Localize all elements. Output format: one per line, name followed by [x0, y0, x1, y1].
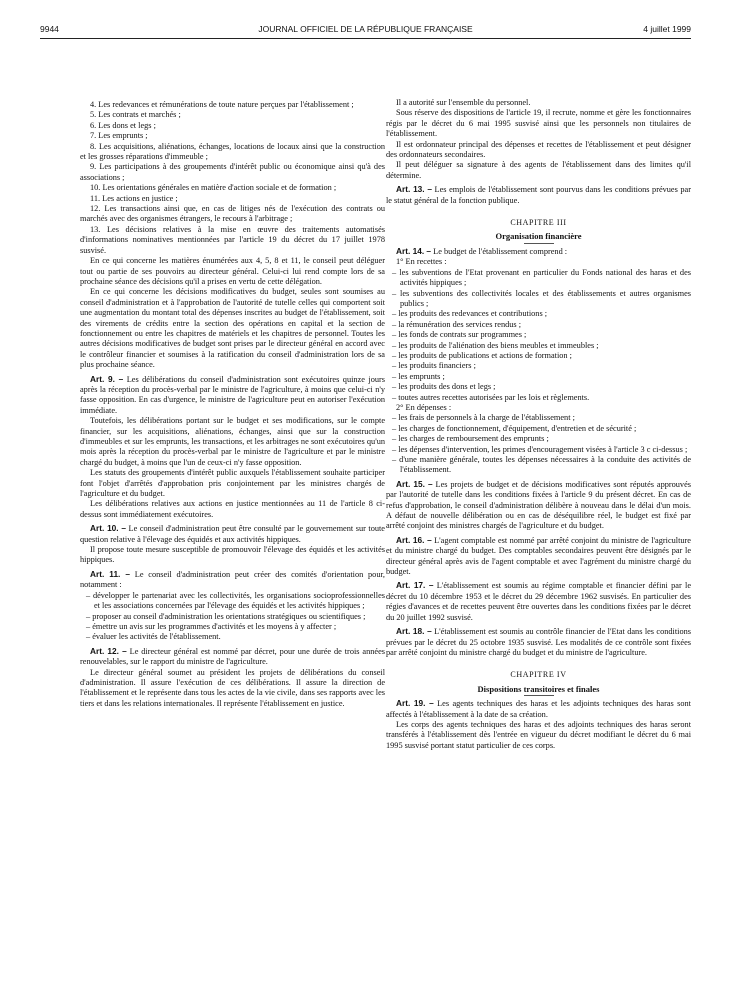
list-item: 11. Les actions en justice ;: [90, 193, 178, 203]
paragraph: En ce qui concerne les matières énumérées aux 4, 5, 8 et 11, le conseil peut déléguer tout ou partie de ses pouvoirs au directeur général. Celui-ci lui rend compte lors de sa prochaine séance des décisions qu'il a prises en vertu de cette délégation.: [80, 256, 385, 286]
paragraph: Il propose toute mesure susceptible de promouvoir l'élevage des équidés et les activités hippiques.: [80, 545, 385, 565]
list-item: 10. Les orientations générales en matière d'action sociale et de formation ;: [90, 183, 337, 193]
paragraph: Il peut déléguer sa signature à des agents de l'établissement dans des limites qu'il détermine.: [386, 160, 691, 180]
article-label: Art. 10. –: [90, 523, 126, 534]
paragraph: Il a autorité sur l'ensemble du personnel.: [396, 98, 531, 107]
paragraph: Sous réserve des dispositions de l'article 19, il recrute, nomme et gère les fonctionnaires régis par le décret du 6 mai 1995 susvisé ainsi que les personnels non titulaires de l'établissement.: [386, 108, 691, 139]
list-item: – toutes autres recettes autorisées par les lois et règlements.: [392, 392, 590, 402]
list-item: – émettre un avis sur les programmes d'activités et les moyens à y affecter ;: [86, 621, 337, 631]
list-heading: 2° En dépenses :: [396, 402, 452, 412]
article-text: L'établissement est soumis au régime comptable et financier défini par le décret du 10 décembre 1953 et le décret du 29 décembre 1962 susvisés. En particulier des régies d'avances et de recettes peuvent être ouvertes dans les conditions fixées par le décret du 20 juillet 1992 susvisé.: [386, 581, 691, 622]
paragraph: Les délibérations relatives aux actions en justice mentionnées au 11 de l'article 8 ci-dessus sont immédiatement exécutoires.: [80, 499, 385, 519]
article-text: Les délibérations du conseil d'administration sont exécutoires quinze jours après la réception du procès-verbal par le ministre de l'agriculture, à moins que celui-ci n'y fasse opposition. En cas d'urgence, le ministre de l'agriculture peut en autoriser l'exécution immédiate.: [80, 374, 385, 415]
article-9: [80, 374, 385, 417]
list-item: – les produits de l'aliénation des biens meubles et immeubles ;: [392, 340, 599, 350]
list-item: – d'une manière générale, toutes les dépenses nécessaires à la conduite des activités de l'établissement.: [392, 455, 691, 475]
paragraph: En ce qui concerne les décisions modificatives du budget, seules sont soumises au conseil d'administration et à l'approbation de l'autorité de tutelle celles qui comportent soit une augmentation du montant total des dépenses inscrites au budget de l'établissement, soit des virements de crédits entre la section des opérations en capital et la section de fonctionnement ou entre les chapitres de matériels et les chapitres de personnel. Toutes les autres décisions modificatives de budget sont prises par le directeur général en accord avec le contrôleur financier et soumises à la ratification du conseil d'administration lors de sa plus prochaine séance.: [80, 287, 385, 370]
list-item: 8. Les acquisitions, aliénations, échanges, locations de locaux ainsi que la construction et les grosses réparations d'immeuble ;: [80, 141, 385, 162]
list-item: – les subventions des collectivités locales et des établissements et autres organismes publics ;: [392, 288, 691, 308]
list-item: 6. Les dons et legs ;: [90, 120, 156, 130]
article-19: [386, 698, 691, 720]
article-label: Art. 13. –: [396, 184, 432, 195]
article-10: [80, 523, 385, 545]
article-label: Art. 11. –: [90, 568, 130, 579]
article-text: Les emplois de l'établissement sont pourvus dans les conditions prévues par le statut général de la fonction publique.: [386, 185, 691, 205]
article-text: Le directeur général est nommé par décret, pour une durée de trois années renouvelables, sur le rapport du ministre de l'agriculture.: [80, 646, 385, 667]
paragraph: Les statuts des groupements d'intérêt public auxquels l'établissement souhaite participer font l'objet d'arrêtés d'approbation pris conjointement par les ministres chargés de l'agriculture et du budget.: [80, 468, 385, 499]
list-item: – les produits financiers ;: [392, 361, 476, 371]
article-12: [80, 646, 385, 668]
right-column: [386, 98, 691, 751]
list-item: 4. Les redevances et rémunérations de toute nature perçues par l'établissement ;: [90, 100, 354, 109]
chapter-title: Dispositions transitoires et finales: [477, 683, 600, 694]
list-item: – les charges de fonctionnement, d'équipement, d'entretien et de sécurité ;: [392, 423, 637, 433]
list-item: – les subventions de l'Etat provenant en particulier du Fonds national des haras et des activités hippiques ;: [392, 267, 691, 288]
article-label: Art. 9. –: [90, 373, 124, 384]
list-item: – les produits des dons et legs ;: [392, 382, 496, 392]
list-item: – les frais de personnels à la charge de l'établissement ;: [392, 413, 575, 423]
chapter-rule: [524, 695, 554, 696]
chapter-rule: [524, 243, 554, 244]
article-label: Art. 17. –: [396, 580, 434, 591]
list-item: – les produits de publications et actions de formation ;: [392, 350, 572, 360]
list-item: 5. Les contrats et marchés ;: [90, 110, 181, 120]
list-item: 7. Les emprunts ;: [90, 131, 148, 141]
article-text: Les projets de budget et de décisions modificatives sont réputés approuvés par l'autorité de tutelle dans les conditions fixées à l'article 9 du présent décret. En cas de refus d'approbation, le conseil d'administration délibère à nouveau dans le délai d'un mois. A défaut de nouvelle délibération ou en cas de déséquilibre réel, le budget est fixé par arrêté conjoint des ministres chargés de l'agriculture et du budget.: [386, 479, 691, 531]
list-item: – les fonds de contrats sur programmes ;: [392, 330, 527, 340]
article-label: Art. 18. –: [396, 626, 432, 637]
journal-title: JOURNAL OFFICIEL DE LA RÉPUBLIQUE FRANÇAISE: [258, 24, 473, 34]
article-label: Art. 16. –: [396, 534, 432, 545]
article-18: [386, 626, 691, 658]
article-text: Le budget de l'établissement comprend :: [431, 246, 568, 256]
article-15: [386, 479, 691, 532]
list-item: – évaluer les activités de l'établissement.: [86, 632, 221, 642]
article-text: L'agent comptable est nommé par arrêté conjoint du ministre de l'agriculture et du ministre chargé du budget. Des comptables secondaires peuvent être désignés par le directeur général après avis de l'agent comptable et avec l'agrément du ministre chargé du budget.: [386, 535, 691, 577]
header-rule: [40, 38, 691, 39]
chapter-heading: CHAPITRE IV: [510, 670, 567, 680]
left-column: [80, 100, 385, 709]
list-item: – les dépenses d'intervention, les primes d'encouragement visées à l'article 3 c ci-dessus ;: [392, 444, 688, 454]
paragraph: Toutefois, les délibérations portant sur le budget et ses modifications, sur le compte financier, sur les acquisitions, aliénations, échanges, ainsi que sur la construction d'immeubles et sur les emprunts, les transactions, et les arbitrages ne sont exécutoires qu'un mois après la réception du procès-verbal par le ministre de l'agriculture et par le ministre chargé du budget, à moins que l'un de ceux-ci n'y fasse opposition.: [80, 416, 385, 467]
article-label: Art. 15. –: [396, 478, 433, 489]
paragraph: Le directeur général soumet au président les projets de délibérations du conseil d'administration. Il assure l'exécution de ces délibérations. Il assure la direction de l'établissement et le représente dans tous les actes de la vie civile, dans ses rapports avec les tiers et dans les relations internationales. Il représente l'établissement en justice.: [80, 667, 385, 708]
article-17: [386, 580, 691, 623]
list-item: – les produits des redevances et contributions ;: [392, 309, 548, 319]
article-label: Art. 19. –: [396, 698, 434, 709]
list-item: – les charges de remboursement des emprunts ;: [392, 434, 549, 444]
chapter-heading: CHAPITRE III: [510, 218, 567, 228]
issue-date: 4 juillet 1999: [643, 24, 691, 34]
article-text: Le conseil d'administration peut être consulté par le gouvernement sur toute question relative à l'élevage des équidés et aux activités hippiques.: [80, 524, 385, 544]
article-label: Art. 12. –: [90, 645, 127, 656]
article-11: [80, 569, 385, 591]
paragraph: Les corps des agents techniques des haras et des adjoints techniques des haras seront transférés à l'établissement dès l'entrée en vigueur du décret modifiant le décret du 6 mai 1995 susvisé portant statut particulier de ces corps.: [386, 719, 691, 750]
list-heading: 1° En recettes :: [396, 257, 447, 267]
list-item: – les emprunts ;: [392, 371, 445, 381]
article-text: Les agents techniques des haras et les adjoints techniques des haras sont affectés à l'établissement à la date de sa création.: [386, 699, 691, 719]
list-item: 9. Les participations à des groupements d'intérêt public ou économique ainsi qu'à des associations ;: [80, 162, 385, 182]
article-13: [386, 184, 691, 206]
list-item: 13. Les décisions relatives à la mise en œuvre des traitements automatisés d'informations nominatives mentionnées par l'article 19 du décret du 17 juillet 1978 susvisé.: [80, 224, 385, 255]
article-text: L'établissement est soumis au contrôle financier de l'Etat dans les conditions prévues par le décret du 25 octobre 1935 susvisé. Les modalités de ce contrôle sont fixées par arrêté conjoint du ministre chargé du budget et du ministre de l'agriculture.: [386, 627, 691, 657]
article-label: Art. 14. –: [396, 245, 432, 256]
page-number: 9944: [40, 24, 59, 34]
article-text: Le conseil d'administration peut créer des comités d'orientation pour, notamment :: [80, 569, 385, 590]
list-item: – la rémunération des services rendus ;: [392, 319, 522, 329]
list-item: 12. Les transactions ainsi que, en cas de litiges nés de l'exécution des contrats ou marchés avec des organismes étrangers, le recours à l'arbitrage ;: [80, 204, 385, 224]
list-item: – proposer au conseil d'administration les orientations stratégiques ou scientifiques ;: [86, 611, 366, 621]
paragraph: Il est ordonnateur principal des dépenses et recettes de l'établissement et peut désigner des ordonnateurs secondaires.: [386, 139, 691, 160]
list-item: – développer le partenariat avec les collectivités, les organisations socioprofessionnelles et les associations concernées par l'élevage des équidés et les activités hippiques ;: [86, 590, 385, 611]
article-14: [386, 246, 691, 257]
chapter-title: Organisation financière: [495, 231, 582, 242]
article-16: [386, 535, 691, 578]
